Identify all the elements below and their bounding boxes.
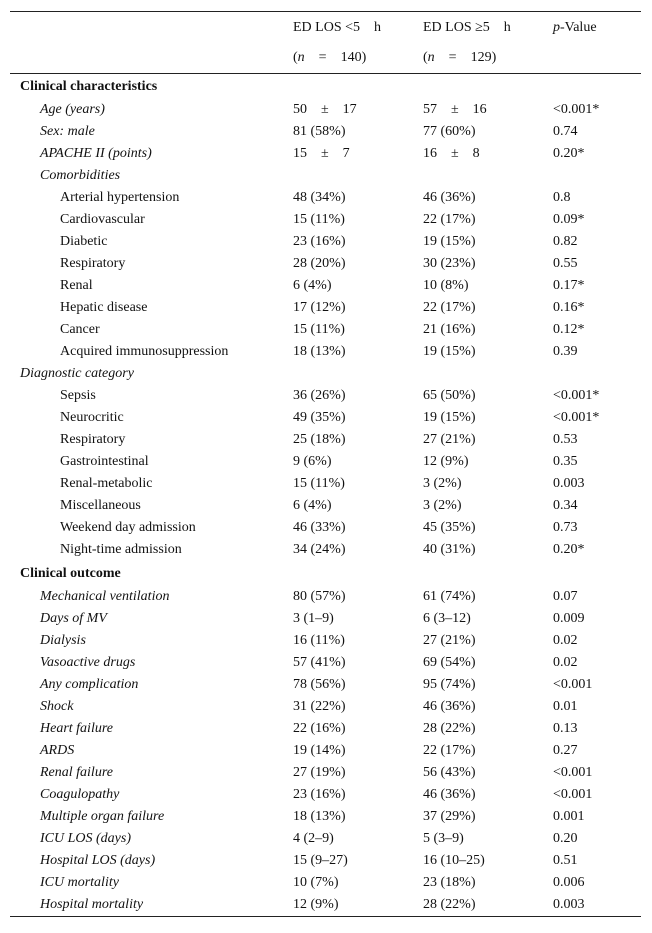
table-row	[10, 143, 641, 165]
cell-pvalue: 0.34	[553, 498, 578, 513]
header-group1-label: ED LOS <5 h	[284, 12, 414, 44]
table-row	[10, 652, 641, 674]
table-row	[10, 850, 641, 872]
table-row	[10, 894, 641, 917]
header-group2-n: (n = 129)	[414, 43, 544, 74]
cell-group1: 15 (11%)	[293, 322, 345, 337]
table-row	[10, 407, 641, 429]
cell-pvalue: 0.55	[553, 256, 578, 271]
table-row	[10, 586, 641, 608]
table-row	[10, 762, 641, 784]
row-label: Multiple organ failure	[40, 809, 165, 824]
table-header	[10, 12, 641, 74]
cell-pvalue: <0.001	[553, 677, 593, 692]
cell-pvalue: 0.20*	[553, 542, 585, 557]
table-row	[10, 165, 641, 187]
cell-group1: 23 (16%)	[293, 787, 346, 802]
table-row	[10, 429, 641, 451]
header-blank-3	[544, 43, 641, 74]
cell-group2: 5 (3–9)	[423, 831, 464, 846]
row-label: Mechanical ventilation	[40, 589, 170, 604]
cell-group1: 19 (14%)	[293, 743, 346, 758]
table-row	[10, 209, 641, 231]
cell-group2: 19 (15%)	[423, 344, 476, 359]
cell-pvalue: 0.35	[553, 454, 578, 469]
cell-group1: 78 (56%)	[293, 677, 346, 692]
n-symbol: n	[427, 50, 435, 65]
table-body	[10, 74, 641, 917]
row-label: Neurocritic	[60, 410, 124, 425]
row-label: ARDS	[40, 743, 75, 758]
cell-group1: 15 ± 7	[293, 146, 350, 161]
table-row	[10, 473, 641, 495]
table-row	[10, 828, 641, 850]
table-row	[10, 297, 641, 319]
n-symbol: n	[297, 50, 305, 65]
table-row	[10, 630, 641, 652]
row-label: Vasoactive drugs	[40, 655, 136, 670]
cell-group1: 6 (4%)	[293, 278, 332, 293]
table-row	[10, 872, 641, 894]
cell-pvalue: <0.001	[553, 765, 593, 780]
row-label: ICU LOS (days)	[40, 831, 131, 846]
cell-group2	[414, 363, 544, 385]
header-p-italic: p	[553, 20, 560, 35]
row-label: Night-time admission	[60, 542, 182, 557]
cell-group2: 30 (23%)	[423, 256, 476, 271]
row-label: Weekend day admission	[60, 520, 196, 535]
cell-pvalue: <0.001*	[553, 410, 600, 425]
cell-pvalue: 0.009	[553, 611, 585, 626]
cell-group1	[284, 165, 414, 187]
table-row	[10, 341, 641, 363]
header-group1-n: (n = 140)	[284, 43, 414, 74]
section-title: Clinical characteristics	[20, 78, 158, 94]
table-row	[10, 385, 641, 407]
cell-pvalue: 0.01	[553, 699, 578, 714]
cell-group1: 81 (58%)	[293, 124, 346, 139]
row-label: ICU mortality	[40, 875, 119, 890]
row-label: Acquired immunosuppression	[60, 344, 229, 359]
header-pvalue	[544, 12, 641, 44]
row-label: Any complication	[40, 677, 139, 692]
row-label: Hospital mortality	[10, 894, 284, 917]
cell-pvalue	[544, 165, 641, 187]
cell-group1: 17 (12%)	[293, 300, 346, 315]
row-label: Age (years)	[40, 102, 105, 117]
cell-group1: 18 (13%)	[293, 344, 346, 359]
row-label: Gastrointestinal	[60, 454, 149, 469]
cell-group2: 3 (2%)	[423, 498, 462, 513]
row-label: Renal-metabolic	[60, 476, 153, 491]
row-label: Coagulopathy	[40, 787, 120, 802]
header-blank	[10, 12, 284, 44]
table-row	[10, 451, 641, 473]
cell-group2: 3 (2%)	[423, 476, 462, 491]
row-label: Sepsis	[60, 388, 96, 403]
cell-pvalue: 0.003	[544, 894, 641, 917]
cell-group2: 77 (60%)	[423, 124, 476, 139]
cell-group2: 69 (54%)	[423, 655, 476, 670]
table-row	[10, 495, 641, 517]
cell-pvalue: 0.12*	[553, 322, 585, 337]
cell-group2: 21 (16%)	[423, 322, 476, 337]
table-row	[10, 121, 641, 143]
row-label: Dialysis	[40, 633, 86, 648]
row-label: Diabetic	[60, 234, 108, 249]
cell-pvalue: 0.8	[553, 190, 571, 205]
cell-pvalue: 0.001	[553, 809, 585, 824]
cell-group2: 95 (74%)	[423, 677, 476, 692]
table-row	[10, 99, 641, 121]
table-row	[10, 517, 641, 539]
table-row	[10, 231, 641, 253]
row-label: Cancer	[60, 322, 100, 337]
cell-group2: 57 ± 16	[423, 102, 487, 117]
row-label: Cardiovascular	[60, 212, 145, 227]
cell-pvalue: 0.27	[553, 743, 578, 758]
cell-pvalue: 0.17*	[553, 278, 585, 293]
cell-pvalue: <0.001*	[553, 388, 600, 403]
cell-pvalue: 0.74	[553, 124, 578, 139]
cell-group2: 16 ± 8	[423, 146, 480, 161]
cell-group2: 22 (17%)	[423, 212, 476, 227]
cell-group2	[414, 165, 544, 187]
cell-group2: 28 (22%)	[414, 894, 544, 917]
cell-group1: 23 (16%)	[293, 234, 346, 249]
cell-pvalue: 0.003	[553, 476, 585, 491]
section-header-row	[10, 74, 641, 100]
cell-group1: 48 (34%)	[293, 190, 346, 205]
table-row	[10, 806, 641, 828]
cell-group1: 27 (19%)	[293, 765, 346, 780]
row-label: Hepatic disease	[60, 300, 148, 315]
cell-pvalue: <0.001	[553, 787, 593, 802]
cell-group1: 50 ± 17	[293, 102, 357, 117]
cell-group1: 57 (41%)	[293, 655, 346, 670]
cell-group2: 10 (8%)	[423, 278, 469, 293]
cell-group2: 45 (35%)	[423, 520, 476, 535]
cell-pvalue: 0.20	[553, 831, 578, 846]
cell-pvalue: 0.09*	[553, 212, 585, 227]
section-title: Clinical outcome	[20, 565, 121, 581]
row-label: Miscellaneous	[60, 498, 141, 513]
cell-group2: 19 (15%)	[423, 410, 476, 425]
cell-pvalue	[544, 363, 641, 385]
cell-group1: 10 (7%)	[293, 875, 339, 890]
table-row	[10, 539, 641, 561]
cell-group1: 80 (57%)	[293, 589, 346, 604]
cell-group1: 36 (26%)	[293, 388, 346, 403]
cell-group1: 28 (20%)	[293, 256, 346, 271]
header-blank-2	[10, 43, 284, 74]
cell-pvalue: 0.07	[553, 589, 578, 604]
header-p-rest: -Value	[560, 20, 597, 35]
cell-group1: 3 (1–9)	[293, 611, 334, 626]
row-label: Renal	[60, 278, 93, 293]
table-row	[10, 363, 641, 385]
cell-pvalue: 0.13	[553, 721, 578, 736]
table-row	[10, 253, 641, 275]
cell-pvalue: 0.20*	[553, 146, 585, 161]
cell-group1	[284, 363, 414, 385]
cell-group1: 12 (9%)	[284, 894, 414, 917]
cell-group2: 27 (21%)	[423, 633, 476, 648]
row-label: Arterial hypertension	[60, 190, 180, 205]
header-group2-label: ED LOS ≥5 h	[414, 12, 544, 44]
cell-pvalue: 0.73	[553, 520, 578, 535]
row-label: Days of MV	[40, 611, 107, 626]
cell-group2: 46 (36%)	[423, 699, 476, 714]
cell-group1: 34 (24%)	[293, 542, 346, 557]
row-label: Sex: male	[40, 124, 95, 139]
cell-pvalue: 0.02	[553, 655, 578, 670]
table-row	[10, 718, 641, 740]
section-header-row	[10, 561, 641, 586]
cell-group1: 6 (4%)	[293, 498, 332, 513]
cell-pvalue: 0.82	[553, 234, 578, 249]
cell-group1: 15 (11%)	[293, 212, 345, 227]
cell-group2: 27 (21%)	[423, 432, 476, 447]
cell-group2: 46 (36%)	[423, 787, 476, 802]
cell-pvalue: 0.53	[553, 432, 578, 447]
row-label: Hospital LOS (days)	[40, 853, 156, 868]
cell-pvalue: 0.006	[553, 875, 585, 890]
table-row	[10, 275, 641, 297]
cell-group2: 6 (3–12)	[423, 611, 471, 626]
row-label: Respiratory	[60, 432, 126, 447]
cell-group1: 15 (11%)	[293, 476, 345, 491]
table-row	[10, 696, 641, 718]
row-label: Comorbidities	[40, 168, 121, 183]
cell-group2: 19 (15%)	[423, 234, 476, 249]
cell-group2: 65 (50%)	[423, 388, 476, 403]
cell-group1: 31 (22%)	[293, 699, 346, 714]
results-table	[10, 11, 641, 917]
cell-group1: 25 (18%)	[293, 432, 346, 447]
cell-group2: 46 (36%)	[423, 190, 476, 205]
cell-group2: 23 (18%)	[423, 875, 476, 890]
table-row	[10, 674, 641, 696]
cell-group2: 22 (17%)	[423, 743, 476, 758]
cell-group2: 28 (22%)	[423, 721, 476, 736]
cell-pvalue: 0.16*	[553, 300, 585, 315]
cell-group1: 16 (11%)	[293, 633, 345, 648]
row-label: Heart failure	[40, 721, 113, 736]
cell-group1: 22 (16%)	[293, 721, 346, 736]
cell-group2: 12 (9%)	[423, 454, 469, 469]
cell-group1: 4 (2–9)	[293, 831, 334, 846]
cell-group1: 49 (35%)	[293, 410, 346, 425]
cell-group2: 16 (10–25)	[423, 853, 485, 868]
table-row	[10, 187, 641, 209]
cell-group2: 22 (17%)	[423, 300, 476, 315]
cell-group1: 18 (13%)	[293, 809, 346, 824]
table-row	[10, 608, 641, 630]
cell-pvalue: 0.51	[553, 853, 578, 868]
row-label: Respiratory	[60, 256, 126, 271]
table-row	[10, 740, 641, 762]
row-label: APACHE II (points)	[40, 146, 152, 161]
cell-group2: 61 (74%)	[423, 589, 476, 604]
row-label: Shock	[40, 699, 74, 714]
cell-group1: 15 (9–27)	[293, 853, 348, 868]
cell-group2: 56 (43%)	[423, 765, 476, 780]
cell-group1: 9 (6%)	[293, 454, 332, 469]
cell-pvalue: <0.001*	[553, 102, 600, 117]
cell-group1: 46 (33%)	[293, 520, 346, 535]
table-row	[10, 784, 641, 806]
cell-pvalue: 0.39	[553, 344, 578, 359]
row-label: Renal failure	[40, 765, 113, 780]
cell-group2: 40 (31%)	[423, 542, 476, 557]
table-row	[10, 319, 641, 341]
cell-pvalue: 0.02	[553, 633, 578, 648]
row-label: Diagnostic category	[20, 366, 134, 381]
cell-group2: 37 (29%)	[423, 809, 476, 824]
